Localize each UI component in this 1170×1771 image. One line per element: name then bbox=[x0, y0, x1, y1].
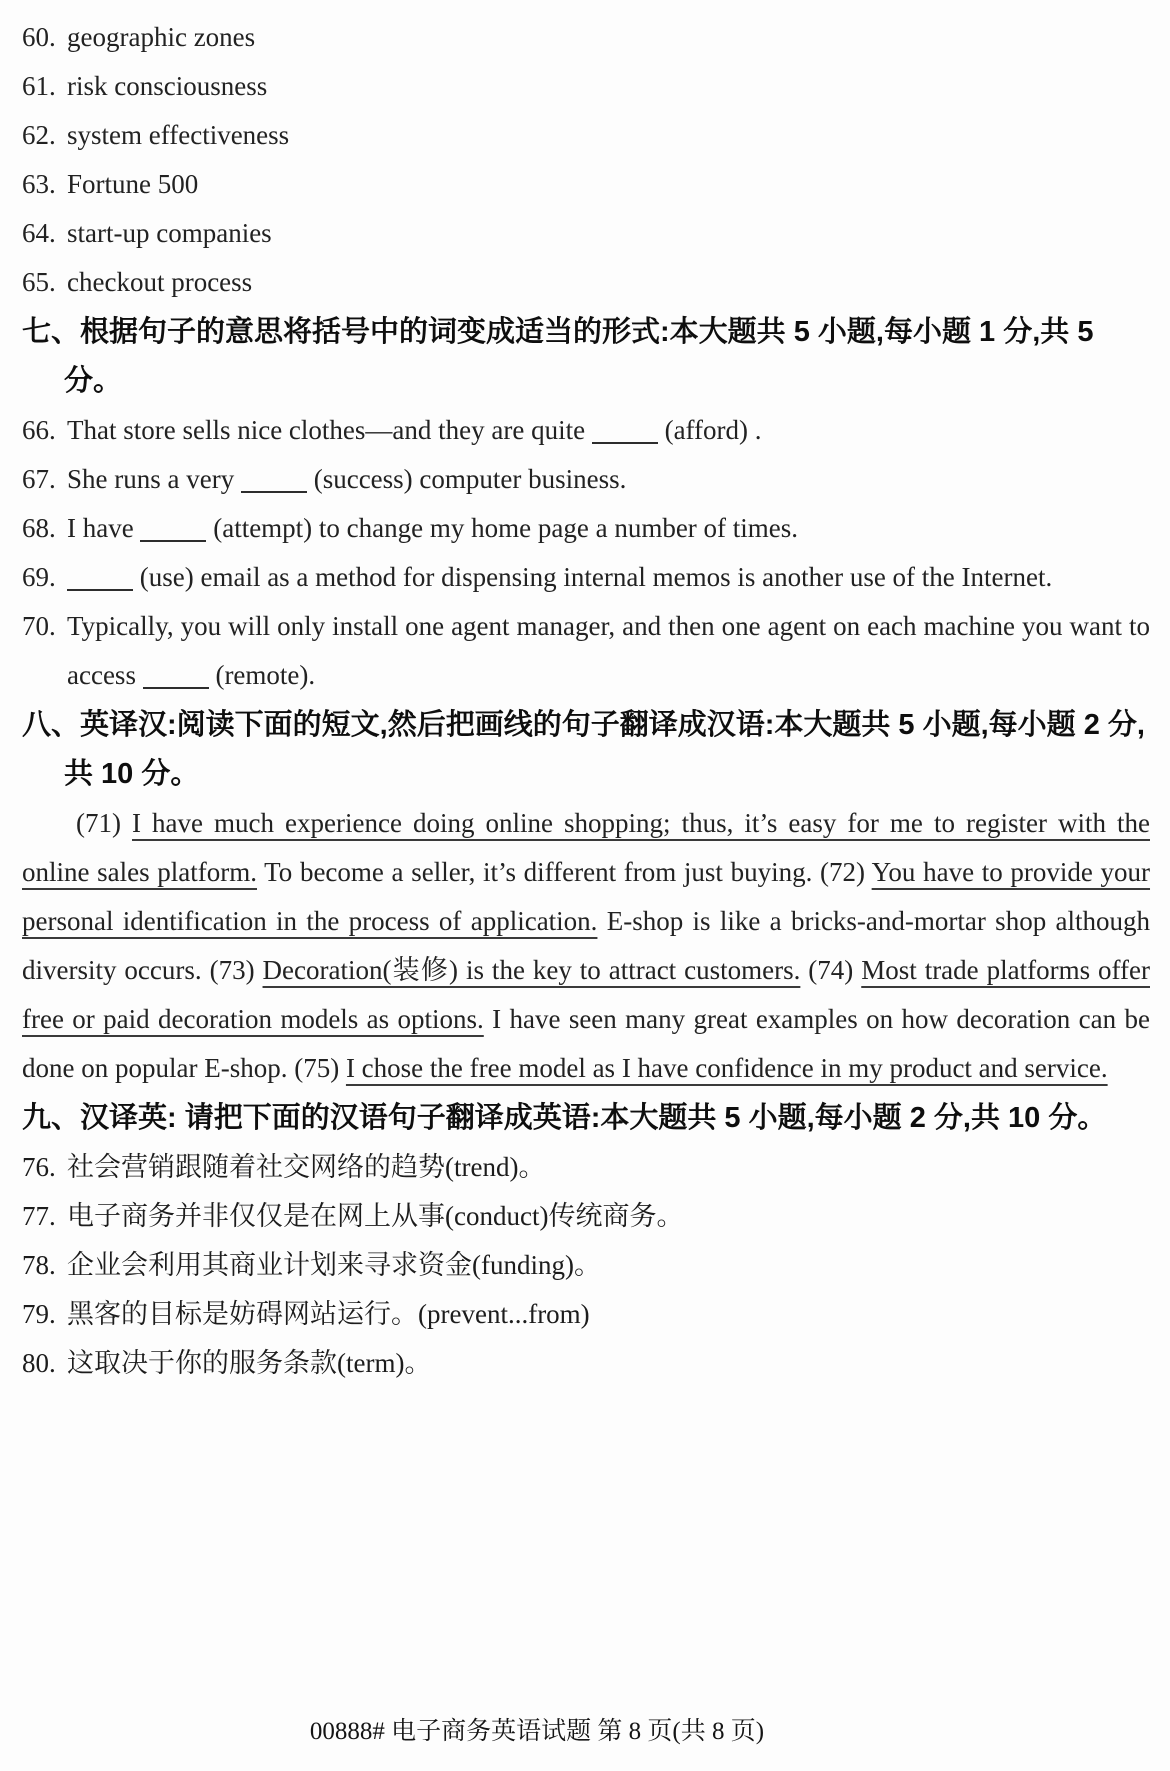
underlined-sentence: You have to provide your personal identification in the process of application. bbox=[22, 857, 1151, 936]
translation-item bbox=[22, 1143, 1150, 1192]
section9-questions bbox=[22, 1143, 1150, 1388]
blank-line bbox=[143, 662, 209, 689]
underlined-sentence: Most trade platforms offer free or paid decoration models as options. bbox=[22, 955, 1150, 1034]
blank-line bbox=[140, 515, 206, 542]
text-run: E-shop is like a bricks-and-mortar shop although diversity occurs. (73) bbox=[22, 906, 1150, 985]
section7-questions bbox=[22, 406, 1150, 700]
item-number: 77. bbox=[22, 1201, 56, 1231]
item-number: 66. bbox=[22, 415, 56, 445]
question-item bbox=[22, 406, 1150, 455]
text-run: (remote). bbox=[208, 660, 316, 690]
section8-heading: 八、英译汉:阅读下面的短文,然后把画线的句子翻译成汉语:本大题共 5 小题,每小题 2 分,共 10 分。 bbox=[22, 709, 1145, 790]
blank-line bbox=[67, 564, 133, 591]
vocab-item bbox=[22, 258, 1150, 307]
vocab-item bbox=[22, 111, 1150, 160]
translation-item bbox=[22, 1241, 1150, 1290]
text-run: (afford) . bbox=[657, 415, 762, 445]
text-run: I have bbox=[67, 513, 141, 543]
translation-item bbox=[22, 1290, 1150, 1339]
text-run: She runs a very bbox=[67, 464, 241, 494]
page-footer bbox=[0, 1706, 1170, 1756]
item-number: 80. bbox=[22, 1348, 56, 1378]
question-item bbox=[22, 455, 1150, 504]
item-number: 60. bbox=[22, 22, 56, 52]
item-number: 70. bbox=[22, 611, 56, 641]
text-run: (71) bbox=[76, 808, 133, 838]
text-run: I have seen many great examples on how decoration can be done on popular E-shop. (75) bbox=[22, 1004, 1150, 1083]
vocab-item bbox=[22, 160, 1150, 209]
question-text bbox=[67, 611, 1150, 690]
text-run: That store sells nice clothes—and they are quite bbox=[67, 415, 592, 445]
vocab-item bbox=[22, 62, 1150, 111]
item-number: 79. bbox=[22, 1299, 56, 1329]
item-text: 这取决于你的服务条款(term)。 bbox=[67, 1348, 432, 1378]
vocab-item bbox=[22, 13, 1150, 62]
item-text: 电子商务并非仅仅是在网上从事(conduct)传统商务。 bbox=[67, 1201, 684, 1231]
item-number: 68. bbox=[22, 513, 56, 543]
blank-line bbox=[241, 466, 307, 493]
text-run: Typically, you will only install one agent manager, and then one agent on each machine you want to access bbox=[67, 611, 1150, 690]
underlined-sentence: I have much experience doing online shopping; thus, it’s easy for me to register with the online sales platform. bbox=[22, 808, 1150, 887]
question-text bbox=[67, 562, 1052, 592]
text-run: To become a seller, it’s different from just buying. (72) bbox=[257, 857, 872, 887]
item-number: 65. bbox=[22, 267, 56, 297]
blank-line bbox=[592, 417, 658, 444]
text-run: (success) computer business. bbox=[306, 464, 627, 494]
text-run: (use) email as a method for dispensing internal memos is another use of the Internet. bbox=[133, 562, 1053, 592]
translation-passage bbox=[22, 799, 1150, 1093]
item-number: 78. bbox=[22, 1250, 56, 1280]
translation-item bbox=[22, 1192, 1150, 1241]
section9-heading: 九、汉译英: 请把下面的汉语句子翻译成英语:本大题共 5 小题,每小题 2 分,共 10 分。 bbox=[22, 1102, 1107, 1134]
vocab-item bbox=[22, 209, 1150, 258]
question-text bbox=[67, 513, 798, 543]
item-text: 社会营销跟随着社交网络的趋势(trend)。 bbox=[67, 1152, 546, 1182]
question-item bbox=[22, 553, 1150, 602]
item-number: 62. bbox=[22, 120, 56, 150]
item-text: system effectiveness bbox=[67, 120, 290, 150]
item-number: 64. bbox=[22, 218, 56, 248]
underlined-sentence: Decoration(装修) is the key to attract customers. bbox=[262, 955, 801, 985]
item-text: 企业会利用其商业计划来寻求资金(funding)。 bbox=[67, 1250, 601, 1280]
translation-item bbox=[22, 1339, 1150, 1388]
item-number: 69. bbox=[22, 562, 56, 592]
item-text: checkout process bbox=[67, 267, 253, 297]
item-text: start-up companies bbox=[67, 218, 272, 248]
text-run: (attempt) to change my home page a number of times. bbox=[206, 513, 799, 543]
vocab-list bbox=[22, 13, 1150, 307]
item-text: geographic zones bbox=[67, 22, 256, 52]
question-item bbox=[22, 602, 1150, 700]
item-number: 76. bbox=[22, 1152, 56, 1182]
item-number: 61. bbox=[22, 71, 56, 101]
section7-heading: 七、根据句子的意思将括号中的词变成适当的形式:本大题共 5 小题,每小题 1 分,共 5 分。 bbox=[22, 316, 1094, 397]
item-text: risk consciousness bbox=[67, 71, 268, 101]
underlined-sentence: I chose the free model as I have confidence in my product and service. bbox=[345, 1053, 1108, 1083]
item-text: Fortune 500 bbox=[67, 169, 199, 199]
text-run: (74) bbox=[800, 955, 862, 985]
question-text bbox=[67, 464, 626, 494]
item-number: 63. bbox=[22, 169, 56, 199]
question-item bbox=[22, 504, 1150, 553]
question-text bbox=[67, 415, 762, 445]
page-footer-text: 00888# 电子商务英语试题 第 8 页(共 8 页) bbox=[309, 1718, 765, 1745]
item-text: 黑客的目标是妨碍网站运行。(prevent...from) bbox=[67, 1299, 590, 1329]
item-number: 67. bbox=[22, 464, 56, 494]
